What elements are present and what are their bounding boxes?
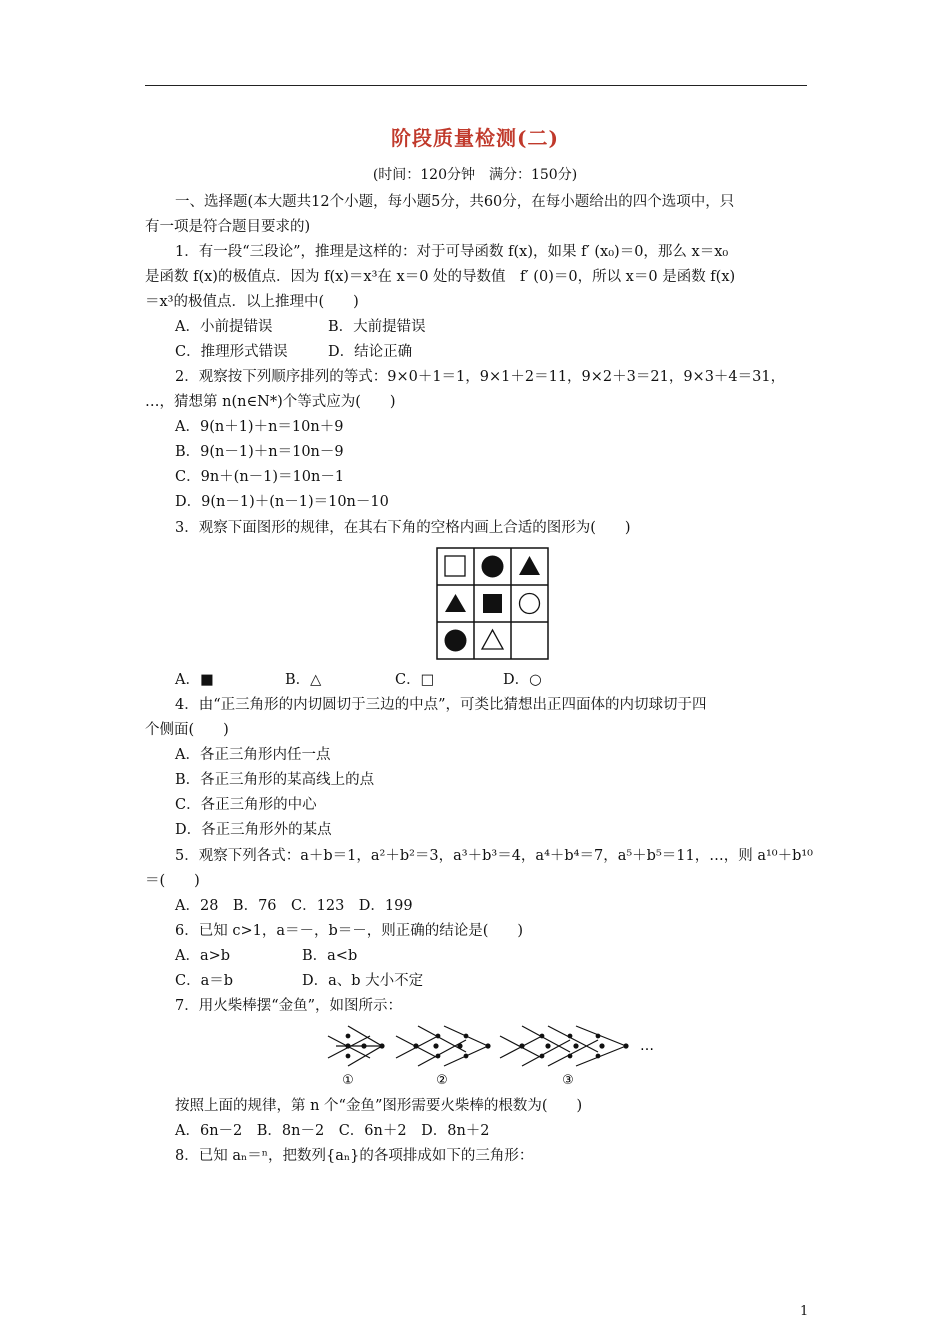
q7-options: A．6n－2 B．8n－2 C．6n＋2 D．8n＋2 [175, 1123, 490, 1139]
circle-outline-shape [520, 594, 540, 614]
exam-info: (时间：120分钟 满分：150分) [372, 167, 578, 183]
matchstick-fish-figure [326, 1022, 666, 1090]
shape-pattern-grid [436, 547, 550, 661]
q4-option-d: D．各正三角形外的某点 [175, 822, 332, 838]
q6-option-b: B．a<b [302, 948, 358, 964]
q2-option-a: A．9(n＋1)＋n＝10n＋9 [175, 419, 344, 435]
q4-option-a: A．各正三角形内任一点 [175, 747, 331, 763]
q1-option-d: D．结论正确 [328, 344, 413, 360]
q5-line1: 5．观察下列各式：a＋b＝1，a²＋b²＝3，a³＋b³＝4，a⁴＋b⁴＝7，a⁵＋b⁵＝11，…，则 a¹⁰＋b¹⁰ [175, 848, 813, 864]
q6-option-a: A．a>b [175, 948, 231, 964]
fish-1 [328, 1026, 384, 1066]
q2-option-c: C．9n＋(n－1)＝10n－1 [175, 469, 345, 485]
q4-option-b: B．各正三角形的某高线上的点 [175, 772, 375, 788]
q6-option-d: D．a、b 大小不定 [302, 973, 424, 989]
page-title: 阶段质量检测(二) [391, 126, 559, 150]
fish-3 [500, 1026, 628, 1066]
page-number: 1 [800, 1304, 809, 1319]
q3-option-d: D．○ [503, 672, 542, 688]
q3-line1: 3．观察下面图形的规律，在其右下角的空格内画上合适的图形为( ) [175, 520, 631, 536]
q1-line2: 是函数 f(x)的极值点．因为 f(x)＝x³在 x＝0 处的导数值 f′ (0)＝0，所以 x＝0 是函数 f(x) [145, 269, 736, 285]
fig-label-3: ③ [562, 1073, 574, 1088]
q5-options: A．28 B．76 C．123 D．199 [175, 898, 413, 914]
fig-ellipsis: … [640, 1038, 654, 1054]
fig-label-2: ② [436, 1073, 448, 1088]
q1-option-a: A．小前提错误 [175, 319, 273, 335]
triangle-outline-shape [482, 630, 503, 649]
q3-option-b: B．△ [285, 672, 322, 688]
q4-line1: 4．由“正三角形的内切圆切于三边的中点”，可类比猜想出正四面体的内切球切于四 [175, 697, 707, 713]
q7-line1: 7．用火柴棒摆“金鱼”，如图所示： [175, 998, 403, 1014]
filled-square-shape [483, 594, 502, 613]
q6-option-c: C．a＝b [175, 973, 234, 989]
q4-line2: 个侧面( ) [145, 722, 229, 738]
q1-line1: 1．有一段“三段论”，推理是这样的：对于可导函数 f(x)，如果 f′ (x₀)＝0，那么 x＝x₀ [175, 244, 729, 260]
filled-triangle-shape [519, 556, 540, 575]
section-heading-line1: 一、选择题(本大题共12个小题，每小题5分，共60分，在每小题给出的四个选项中，只 [175, 194, 735, 210]
q2-option-d: D．9(n－1)＋(n－1)＝10n－10 [175, 494, 389, 510]
filled-circle-shape [445, 630, 467, 652]
q6-line1: 6．已知 c>1，a＝－，b＝－，则正确的结论是( ) [175, 923, 524, 939]
q4-option-c: C．各正三角形的中心 [175, 797, 317, 813]
q5-line2: ＝( ) [145, 873, 200, 889]
header-rule [145, 85, 807, 86]
q7-line2: 按照上面的规律，第 n 个“金鱼”图形需要火柴棒的根数为( ) [175, 1098, 583, 1114]
q1-option-b: B．大前提错误 [328, 319, 426, 335]
fish-2 [396, 1026, 490, 1066]
filled-circle-shape [482, 556, 504, 578]
section-heading-line2: 有一项是符合题目要求的) [145, 219, 311, 235]
q3-option-c: C．□ [395, 672, 435, 688]
q8-line1: 8．已知 aₙ＝ⁿ，把数列{aₙ}的各项排成如下的三角形： [175, 1148, 534, 1164]
square-outline-shape [445, 556, 465, 576]
q2-option-b: B．9(n－1)＋n＝10n－9 [175, 444, 344, 460]
q2-line2: …，猜想第 n(n∈N*)个等式应为( ) [145, 394, 396, 410]
q1-option-c: C．推理形式错误 [175, 344, 288, 360]
fig-label-1: ① [342, 1073, 354, 1088]
q2-line1: 2．观察按下列顺序排列的等式：9×0＋1＝1，9×1＋2＝11，9×2＋3＝21，9×3＋4＝31， [175, 369, 786, 385]
q1-line3: ＝x³的极值点．以上推理中( ) [145, 294, 359, 310]
filled-triangle-shape [445, 594, 466, 612]
q3-option-a: A．■ [175, 672, 214, 688]
